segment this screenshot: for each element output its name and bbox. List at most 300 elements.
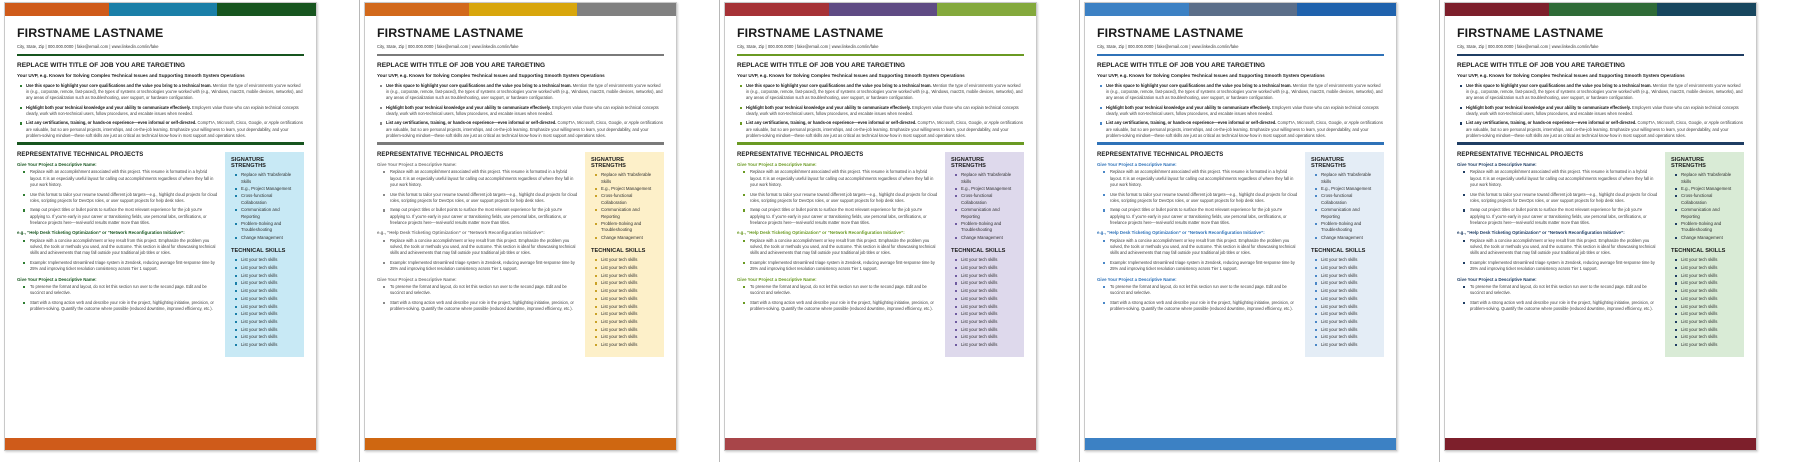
skill-item: List your tech skills [1321,304,1379,311]
technical-skills-list [1311,257,1379,348]
resume-body [5,145,316,357]
skill-item: List your tech skills [1681,265,1739,272]
summary-bullet-rest: Mention the type of environments you've worked in (e.g., corporate, remote, fast-paced), the types of systems or technologies you've worked with (e.g., Windows, macOS, mobile devices, networks), and any areas of specialization such as troubleshooting, user support, or hardware configuration. [1466,82,1743,100]
project-bullet: To preserve the format and layout, do not let this section run over to the second page. Edit and be succinct and selective. [1110,284,1298,297]
projects-column [1457,152,1658,316]
skill-item: List your tech skills [241,265,299,272]
value-proposition: Your UVP, e.g. Known for Solving Complex Technical Issues and Supporting Smooth System Operations [377,73,605,79]
skill-item: List your tech skills [1321,334,1379,341]
skill-item: List your tech skills [241,273,299,280]
skill-item: List your tech skills [1681,257,1739,264]
skill-item: List your tech skills [961,257,1019,264]
skill-item: List your tech skills [241,334,299,341]
project-title: Give Your Project a Descriptive Name: [17,276,97,282]
project-title: Give Your Project a Descriptive Name: [1457,276,1537,282]
summary-bullet-list [1457,83,1744,140]
skill-item: List your tech skills [1321,273,1379,280]
skill-item: List your tech skills [241,304,299,311]
strength-item: Replace with Trabsferable Skills [961,172,1019,185]
project-bullet: Replace with a concise accomplishment or key result from this project. Emphasize the problem you solved, the tools or methods you used, and the outcome. This section is ideal for showcasing technical skills and achievements that may fall outside your traditional job titles or roles. [1110,238,1298,257]
contact-line: City, State, Zip | 000.000.0000 | fake@email.com | www.linkedin.com/in/fake [17,44,159,50]
bottom-color-bar [1445,438,1756,450]
skill-item: List your tech skills [241,257,299,264]
project-bullet: Use this format to tailor your resume toward different job targets—e.g., highlight cloud projects for cloud roles, scripting projects for DevOps roles, or user support projects for help desk roles. [1470,191,1658,203]
technical-skills-list [231,257,299,348]
project-bullet: Replace with an accomplishment associated with this project. This resume is formatted in a hybrid layout. It is an especially useful layout for calling out accomplishments regardless of where they fall in your work history. [390,169,578,188]
candidate-name: FIRSTNAME LASTNAME [1097,26,1244,40]
candidate-name: FIRSTNAME LASTNAME [1457,26,1604,40]
strength-item: Replace with Trabsferable Skills [1321,172,1379,185]
strength-item: Change Management [601,235,659,242]
resume-header [725,16,1036,49]
signature-strengths-heading: SIGNATURE STRENGTHS [1671,157,1706,170]
summary-bullet [1106,105,1384,117]
resume-page [4,2,317,451]
strength-item: E.g., Project Management [241,186,299,193]
summary-bullet [386,83,664,102]
summary-bullet-rest: Employers value those who can explain technical concepts clearly, work with non-technical users, follow procedures, and escalate issues when needed. [746,104,1019,116]
skill-item: List your tech skills [601,319,659,326]
summary-bullet [386,105,664,117]
summary-bullet-rest: Employers value those who can explain technical concepts clearly, work with non-technical users, follow procedures, and escalate issues when needed. [1466,104,1739,116]
project-title: e.g., “Help Desk Ticketing Optimization” or “Network Reconfiguration Initiative”: [737,230,905,236]
resume-body [1445,145,1756,357]
resume-template-card[interactable] [720,0,1080,462]
skill-item: List your tech skills [1681,334,1739,341]
skill-item: List your tech skills [1321,311,1379,318]
project-bullet-list [737,169,938,226]
resume-page [1084,2,1397,451]
skill-item: List your tech skills [961,280,1019,287]
skill-item: List your tech skills [241,327,299,334]
top-color-bars [365,3,676,16]
skill-item: List your tech skills [1321,342,1379,349]
project-title: Give Your Project a Descriptive Name: [17,162,97,168]
summary-bullet-lead: List any certifications, training, or hands-on experience—even informal or self-directed. [1466,120,1637,126]
skill-item: List your tech skills [1321,327,1379,334]
project-bullet: Start with a strong action verb and describe your role in the project, highlighting initiative, precision, or problem-solving. Quantify the outcome where possible (reduced downtime, improved efficiency, etc.). [750,300,938,313]
skill-item: List your tech skills [961,265,1019,272]
top-color-bar-2 [1189,3,1297,16]
sidebar-panel [1305,152,1384,357]
project-bullet: Replace with an accomplishment associated with this project. This resume is formatted in a hybrid layout. It is an especially useful layout for calling out accomplishments regardless of where they fall in your work history. [1110,169,1298,188]
summary-bullet-rest: Mention the type of environments you've worked in (e.g., corporate, remote, fast-paced), the types of systems or technologies you've worked with (e.g., Windows, macOS, mobile devices, networks), and any areas of specialization such as troubleshooting, user support, or hardware configuration. [386,82,663,100]
project-bullet-list [1457,284,1658,313]
project-bullet-list [1457,238,1658,273]
candidate-name: FIRSTNAME LASTNAME [17,26,164,40]
sidebar-panel [945,152,1024,357]
summary-bullet-list [1097,83,1384,140]
technical-skills-heading: TECHNICAL SKILLS [231,248,286,255]
summary-bullet-rest: Employers value those who can explain technical concepts clearly, work with non-technical users, follow procedures, and escalate issues when needed. [1106,104,1379,116]
strength-item: Communication and Reporting [1321,207,1379,220]
summary-bullet-lead: Use this space to highlight your core qualifications and the value you bring to a technical team. [386,82,572,88]
value-proposition: Your UVP, e.g. Known for Solving Complex Technical Issues and Supporting Smooth System Operations [737,73,965,79]
top-color-bar-3 [577,3,676,16]
signature-strengths-list [591,172,659,241]
projects-heading: REPRESENTATIVE TECHNICAL PROJECTS [377,152,504,159]
strength-item: Cross-functional Collaboration [1321,193,1379,206]
project-bullet: Replace with an accomplishment associated with this project. This resume is formatted in a hybrid layout. It is an especially useful layout for calling out accomplishments regardless of where they fall in your work history. [1470,169,1658,188]
project-bullet: Use this format to tailor your resume toward different job targets—e.g., highlight cloud projects for cloud roles, scripting projects for DevOps roles, or user support projects for help desk roles. [750,191,938,203]
project-bullet: Replace with a concise accomplishment or key result from this project. Emphasize the problem you solved, the tools or methods you used, and the outcome. This section is ideal for showcasing technical skills and achievements that may fall outside your traditional job titles or roles. [1470,238,1658,257]
summary-bullet-lead: Highlight both your technical knowledge and your ability to communicate effectively. [386,104,551,110]
project-bullet-list [17,238,218,273]
project-bullet: Example: Implemented streamlined triage system in Zendesk, reducing average first-response time by 25% and improving ticket resolution consistency across Tier 1 support. [750,260,938,273]
project-bullet: Start with a strong action verb and describe your role in the project, highlighting initiative, precision, or problem-solving. Quantify the outcome where possible (reduced downtime, improved efficiency, etc.). [1470,300,1658,313]
project-bullet-list [1097,284,1298,313]
summary-bullet-lead: Highlight both your technical knowledge and your ability to communicate effectively. [1106,104,1271,110]
project-title: e.g., “Help Desk Ticketing Optimization” or “Network Reconfiguration Initiative”: [1097,230,1265,236]
strength-item: Replace with Trabsferable Skills [241,172,299,185]
summary-section [1085,56,1396,139]
resume-header [5,16,316,49]
skill-item: List your tech skills [961,304,1019,311]
summary-bullet-lead: Highlight both your technical knowledge and your ability to communicate effectively. [746,104,911,110]
skill-item: List your tech skills [961,319,1019,326]
skill-item: List your tech skills [961,311,1019,318]
project-bullet: Replace with an accomplishment associated with this project. This resume is formatted in a hybrid layout. It is an especially useful layout for calling out accomplishments regardless of where they fall in your work history. [750,169,938,188]
signature-strengths-heading: SIGNATURE STRENGTHS [951,157,986,170]
summary-bullet [1106,120,1384,139]
project-bullet: Swap out project titles or bullet points to surface the most relevant experience for the job you're applying to. If you're early in your career or transitioning fields, use personal labs, certifications, or freelance projects here—real-world results matter more than titles. [390,207,578,226]
target-job-title: REPLACE WITH TITLE OF JOB YOU ARE TARGETING [17,62,186,70]
skill-item: List your tech skills [1681,273,1739,280]
skill-item: List your tech skills [961,327,1019,334]
projects-column [17,152,218,316]
strength-item: E.g., Project Management [961,186,1019,193]
skill-item: List your tech skills [601,327,659,334]
skill-item: List your tech skills [601,257,659,264]
technical-skills-list [1671,257,1739,348]
sidebar-panel [225,152,304,357]
resume-template-card[interactable] [1080,0,1440,462]
technical-skills-list [951,257,1019,348]
skill-item: List your tech skills [241,319,299,326]
strength-item: Problem-Solving and Troubleshooting [1681,221,1739,234]
skill-item: List your tech skills [961,334,1019,341]
projects-heading: REPRESENTATIVE TECHNICAL PROJECTS [1457,152,1584,159]
skill-item: List your tech skills [241,280,299,287]
strength-item: Change Management [1681,235,1739,242]
sidebar-panel [1665,152,1744,357]
skill-item: List your tech skills [601,296,659,303]
project-bullet: Start with a strong action verb and describe your role in the project, highlighting initiative, precision, or problem-solving. Quantify the outcome where possible (reduced downtime, improved efficiency, etc.). [1110,300,1298,313]
project-bullet: Use this format to tailor your resume toward different job targets—e.g., highlight cloud projects for cloud roles, scripting projects for DevOps roles, or user support projects for help desk roles. [1110,191,1298,203]
skill-item: List your tech skills [1681,311,1739,318]
strength-item: Change Management [241,235,299,242]
project-bullet-list [737,238,938,273]
project-bullet: To preserve the format and layout, do not let this section run over to the second page. Edit and be succinct and selective. [750,284,938,297]
top-color-bar-3 [1657,3,1756,16]
skill-item: List your tech skills [1681,319,1739,326]
bottom-color-bar [365,438,676,450]
skill-item: List your tech skills [1681,296,1739,303]
top-color-bar-3 [1297,3,1396,16]
skill-item: List your tech skills [961,288,1019,295]
summary-bullet-rest: Mention the type of environments you've worked in (e.g., corporate, remote, fast-paced), the types of systems or technologies you've worked with (e.g., Windows, macOS, mobile devices, networks), and any areas of specialization such as troubleshooting, user support, or hardware configuration. [26,82,303,100]
bottom-color-bar [725,438,1036,450]
target-job-title: REPLACE WITH TITLE OF JOB YOU ARE TARGETING [737,62,906,70]
contact-line: City, State, Zip | 000.000.0000 | fake@email.com | www.linkedin.com/in/fake [1457,44,1599,50]
resume-body [1085,145,1396,357]
summary-bullet-rest: CompTIA, Microsoft, Cisco, Google, or Apple certifications are valuable, but so are personal projects, internships, and on-the-job learning. Emphasize your willingness to learn, your dependability, and your problem-solving mindset—these soft skills are just as critical as technical know-how in most support and operations roles. [386,120,663,138]
top-color-bar-1 [725,3,829,16]
summary-bullet-lead: Use this space to highlight your core qualifications and the value you bring to a technical team. [1466,82,1652,88]
skill-item: List your tech skills [241,311,299,318]
summary-bullet-lead: Use this space to highlight your core qualifications and the value you bring to a technical team. [746,82,932,88]
project-bullet-list [737,284,938,313]
summary-bullet-rest: Employers value those who can explain technical concepts clearly, work with non-technical users, follow procedures, and escalate issues when needed. [26,104,299,116]
project-bullet: Replace with a concise accomplishment or key result from this project. Emphasize the problem you solved, the tools or methods you used, and the outcome. This section is ideal for showcasing technical skills and achievements that may fall outside your traditional job titles or roles. [750,238,938,257]
technical-skills-heading: TECHNICAL SKILLS [1671,248,1726,255]
strength-item: Communication and Reporting [1681,207,1739,220]
skill-item: List your tech skills [601,342,659,349]
project-bullet-list [17,284,218,313]
resume-header [1085,16,1396,49]
summary-bullet-lead: List any certifications, training, or hands-on experience—even informal or self-directed. [26,120,197,126]
skill-item: List your tech skills [1681,327,1739,334]
top-color-bar-2 [469,3,577,16]
summary-bullet [1466,105,1744,117]
skill-item: List your tech skills [241,288,299,295]
skill-item: List your tech skills [601,265,659,272]
resume-page [1444,2,1757,451]
top-color-bar-3 [217,3,316,16]
project-bullet: Replace with a concise accomplishment or key result from this project. Emphasize the problem you solved, the tools or methods you used, and the outcome. This section is ideal for showcasing technical skills and achievements that may fall outside your traditional job titles or roles. [30,238,218,257]
skill-item: List your tech skills [1321,257,1379,264]
strength-item: Cross-functional Collaboration [961,193,1019,206]
bottom-color-bar [5,438,316,450]
strength-item: Communication and Reporting [241,207,299,220]
resume-template-card[interactable] [360,0,720,462]
top-color-bar-1 [365,3,469,16]
top-color-bars [5,3,316,16]
skill-item: List your tech skills [1681,304,1739,311]
resume-header [1445,16,1756,49]
project-bullet: Swap out project titles or bullet points to surface the most relevant experience for the job you're applying to. If you're early in your career or transitioning fields, use personal labs, certifications, or freelance projects here—real-world results matter more than titles. [30,207,218,226]
top-color-bar-2 [829,3,937,16]
summary-bullet [1466,120,1744,139]
strength-item: E.g., Project Management [601,186,659,193]
summary-bullet-list [377,83,664,140]
project-title: Give Your Project a Descriptive Name: [1097,162,1177,168]
resume-body [725,145,1036,357]
projects-heading: REPRESENTATIVE TECHNICAL PROJECTS [17,152,144,159]
project-title: e.g., “Help Desk Ticketing Optimization” or “Network Reconfiguration Initiative”: [17,230,185,236]
project-bullet-list [377,284,578,313]
skill-item: List your tech skills [961,273,1019,280]
target-job-title: REPLACE WITH TITLE OF JOB YOU ARE TARGETING [1097,62,1266,70]
project-title: Give Your Project a Descriptive Name: [737,162,817,168]
signature-strengths-list [231,172,299,241]
skill-item: List your tech skills [961,296,1019,303]
resume-template-card[interactable] [1440,0,1800,462]
strength-item: E.g., Project Management [1681,186,1739,193]
summary-bullet [386,120,664,139]
summary-bullet-rest: CompTIA, Microsoft, Cisco, Google, or Apple certifications are valuable, but so are personal projects, internships, and on-the-job learning. Emphasize your willingness to learn, your dependability, and your problem-solving mindset—these soft skills are just as critical as technical know-how in most support and operations roles. [1466,120,1743,138]
skill-item: List your tech skills [1321,296,1379,303]
top-color-bars [1085,3,1396,16]
resume-template-card[interactable] [0,0,360,462]
signature-strengths-list [951,172,1019,241]
project-bullet: Replace with a concise accomplishment or key result from this project. Emphasize the problem you solved, the tools or methods you used, and the outcome. This section is ideal for showcasing technical skills and achievements that may fall outside your traditional job titles or roles. [390,238,578,257]
skill-item: List your tech skills [601,304,659,311]
signature-strengths-heading: SIGNATURE STRENGTHS [231,157,266,170]
candidate-name: FIRSTNAME LASTNAME [737,26,884,40]
contact-line: City, State, Zip | 000.000.0000 | fake@email.com | www.linkedin.com/in/fake [737,44,879,50]
contact-line: City, State, Zip | 000.000.0000 | fake@email.com | www.linkedin.com/in/fake [377,44,519,50]
summary-bullet-rest: Employers value those who can explain technical concepts clearly, work with non-technical users, follow procedures, and escalate issues when needed. [386,104,659,116]
top-color-bar-3 [937,3,1036,16]
project-bullet: To preserve the format and layout, do not let this section run over to the second page. Edit and be succinct and selective. [30,284,218,297]
signature-strengths-heading: SIGNATURE STRENGTHS [591,157,626,170]
technical-skills-heading: TECHNICAL SKILLS [1311,248,1366,255]
summary-bullet-rest: CompTIA, Microsoft, Cisco, Google, or Apple certifications are valuable, but so are personal projects, internships, and on-the-job learning. Emphasize your willingness to learn, your dependability, and your problem-solving mindset—these soft skills are just as critical as technical know-how in most support and operations roles. [26,120,303,138]
summary-bullet-lead: Use this space to highlight your core qualifications and the value you bring to a technical team. [26,82,212,88]
skill-item: List your tech skills [961,342,1019,349]
project-bullet: Start with a strong action verb and describe your role in the project, highlighting initiative, precision, or problem-solving. Quantify the outcome where possible (reduced downtime, improved efficiency, etc.). [390,300,578,313]
summary-bullet-lead: Highlight both your technical knowledge and your ability to communicate effectively. [1466,104,1631,110]
strength-item: Problem-Solving and Troubleshooting [241,221,299,234]
projects-column [737,152,938,316]
project-bullet-list [1097,169,1298,226]
summary-bullet [746,105,1024,117]
summary-bullet-rest: CompTIA, Microsoft, Cisco, Google, or Apple certifications are valuable, but so are personal projects, internships, and on-the-job learning. Emphasize your willingness to learn, your dependability, and your problem-solving mindset—these soft skills are just as critical as technical know-how in most support and operations roles. [746,120,1023,138]
strength-item: Change Management [961,235,1019,242]
resume-page [724,2,1037,451]
skill-item: List your tech skills [1681,342,1739,349]
summary-bullet-rest: Mention the type of environments you've worked in (e.g., corporate, remote, fast-paced), the types of systems or technologies you've worked with (e.g., Windows, macOS, mobile devices, networks), and any areas of specialization such as troubleshooting, user support, or hardware configuration. [746,82,1023,100]
top-color-bar-1 [1085,3,1189,16]
skill-item: List your tech skills [1321,288,1379,295]
value-proposition: Your UVP, e.g. Known for Solving Complex Technical Issues and Supporting Smooth System Operations [17,73,245,79]
summary-bullet-lead: Use this space to highlight your core qualifications and the value you bring to a technical team. [1106,82,1292,88]
project-title: Give Your Project a Descriptive Name: [737,276,817,282]
skill-item: List your tech skills [1321,265,1379,272]
summary-bullet-lead: List any certifications, training, or hands-on experience—even informal or self-directed. [746,120,917,126]
project-bullet: Use this format to tailor your resume toward different job targets—e.g., highlight cloud projects for cloud roles, scripting projects for DevOps roles, or user support projects for help desk roles. [30,191,218,203]
projects-heading: REPRESENTATIVE TECHNICAL PROJECTS [1097,152,1224,159]
resume-page [364,2,677,451]
skill-item: List your tech skills [601,273,659,280]
projects-heading: REPRESENTATIVE TECHNICAL PROJECTS [737,152,864,159]
bottom-color-bar [1085,438,1396,450]
top-color-bar-1 [5,3,109,16]
skill-item: List your tech skills [601,311,659,318]
contact-line: City, State, Zip | 000.000.0000 | fake@email.com | www.linkedin.com/in/fake [1097,44,1239,50]
strength-item: E.g., Project Management [1321,186,1379,193]
project-bullet: Example: Implemented streamlined triage system in Zendesk, reducing average first-response time by 25% and improving ticket resolution consistency across Tier 1 support. [390,260,578,273]
skill-item: List your tech skills [601,334,659,341]
summary-bullet-lead: List any certifications, training, or hands-on experience—even informal or self-directed. [1106,120,1277,126]
strength-item: Cross-functional Collaboration [241,193,299,206]
signature-strengths-list [1671,172,1739,241]
summary-section [725,56,1036,139]
summary-bullet [746,120,1024,139]
project-title: Give Your Project a Descriptive Name: [377,276,457,282]
top-color-bar-2 [1549,3,1657,16]
top-color-bar-1 [1445,3,1549,16]
value-proposition: Your UVP, e.g. Known for Solving Complex Technical Issues and Supporting Smooth System Operations [1457,73,1685,79]
resume-header [365,16,676,49]
skill-item: List your tech skills [601,288,659,295]
strength-item: Cross-functional Collaboration [1681,193,1739,206]
strength-item: Communication and Reporting [601,207,659,220]
project-title: e.g., “Help Desk Ticketing Optimization” or “Network Reconfiguration Initiative”: [377,230,545,236]
project-bullet-list [1457,169,1658,226]
target-job-title: REPLACE WITH TITLE OF JOB YOU ARE TARGETING [1457,62,1626,70]
project-bullet: Example: Implemented streamlined triage system in Zendesk, reducing average first-response time by 25% and improving ticket resolution consistency across Tier 1 support. [1110,260,1298,273]
project-bullet: Swap out project titles or bullet points to surface the most relevant experience for the job you're applying to. If you're early in your career or transitioning fields, use personal labs, certifications, or freelance projects here—real-world results matter more than titles. [750,207,938,226]
top-color-bars [725,3,1036,16]
project-title: Give Your Project a Descriptive Name: [1457,162,1537,168]
project-title: e.g., “Help Desk Ticketing Optimization” or “Network Reconfiguration Initiative”: [1457,230,1625,236]
strength-item: Replace with Trabsferable Skills [601,172,659,185]
project-title: Give Your Project a Descriptive Name: [1097,276,1177,282]
project-bullet: Replace with an accomplishment associated with this project. This resume is formatted in a hybrid layout. It is an especially useful layout for calling out accomplishments regardless of where they fall in your work history. [30,169,218,188]
project-title: Give Your Project a Descriptive Name: [377,162,457,168]
summary-bullet [26,105,304,117]
skill-item: List your tech skills [601,280,659,287]
skill-item: List your tech skills [1321,280,1379,287]
project-bullet: Example: Implemented streamlined triage system in Zendesk, reducing average first-response time by 25% and improving ticket resolution consistency across Tier 1 support. [1470,260,1658,273]
summary-section [5,56,316,139]
summary-bullet [1106,83,1384,102]
resume-body [365,145,676,357]
strength-item: Cross-functional Collaboration [601,193,659,206]
top-color-bar-2 [109,3,217,16]
summary-bullet-rest: CompTIA, Microsoft, Cisco, Google, or Apple certifications are valuable, but so are personal projects, internships, and on-the-job learning. Emphasize your willingness to learn, your dependability, and your problem-solving mindset—these soft skills are just as critical as technical know-how in most support and operations roles. [1106,120,1383,138]
skill-item: List your tech skills [241,342,299,349]
project-bullet-list [377,238,578,273]
skill-item: List your tech skills [1681,280,1739,287]
strength-item: Communication and Reporting [961,207,1019,220]
projects-column [1097,152,1298,316]
value-proposition: Your UVP, e.g. Known for Solving Complex Technical Issues and Supporting Smooth System Operations [1097,73,1325,79]
summary-section [1445,56,1756,139]
project-bullet-list [1097,238,1298,273]
signature-strengths-heading: SIGNATURE STRENGTHS [1311,157,1346,170]
strength-item: Replace with Trabsferable Skills [1681,172,1739,185]
projects-column [377,152,578,316]
skill-item: List your tech skills [1321,319,1379,326]
sidebar-panel [585,152,664,357]
signature-strengths-list [1311,172,1379,241]
strength-item: Change Management [1321,235,1379,242]
summary-bullet-rest: Mention the type of environments you've worked in (e.g., corporate, remote, fast-paced), the types of systems or technologies you've worked with (e.g., Windows, macOS, mobile devices, networks), and any areas of specialization such as troubleshooting, user support, or hardware configuration. [1106,82,1383,100]
summary-bullet [746,83,1024,102]
summary-bullet-list [17,83,304,140]
summary-bullet [1466,83,1744,102]
skill-item: List your tech skills [1681,288,1739,295]
summary-section [365,56,676,139]
summary-bullet-lead: List any certifications, training, or hands-on experience—even informal or self-directed. [386,120,557,126]
technical-skills-list [591,257,659,348]
technical-skills-heading: TECHNICAL SKILLS [951,248,1006,255]
strength-item: Problem-Solving and Troubleshooting [961,221,1019,234]
strength-item: Problem-Solving and Troubleshooting [1321,221,1379,234]
summary-bullet-lead: Highlight both your technical knowledge and your ability to communicate effectively. [26,104,191,110]
project-bullet-list [377,169,578,226]
summary-bullet [26,120,304,139]
technical-skills-heading: TECHNICAL SKILLS [591,248,646,255]
project-bullet: To preserve the format and layout, do not let this section run over to the second page. Edit and be succinct and selective. [390,284,578,297]
target-job-title: REPLACE WITH TITLE OF JOB YOU ARE TARGETING [377,62,546,70]
project-bullet-list [17,169,218,226]
project-bullet: Use this format to tailor your resume toward different job targets—e.g., highlight cloud projects for cloud roles, scripting projects for DevOps roles, or user support projects for help desk roles. [390,191,578,203]
top-color-bars [1445,3,1756,16]
